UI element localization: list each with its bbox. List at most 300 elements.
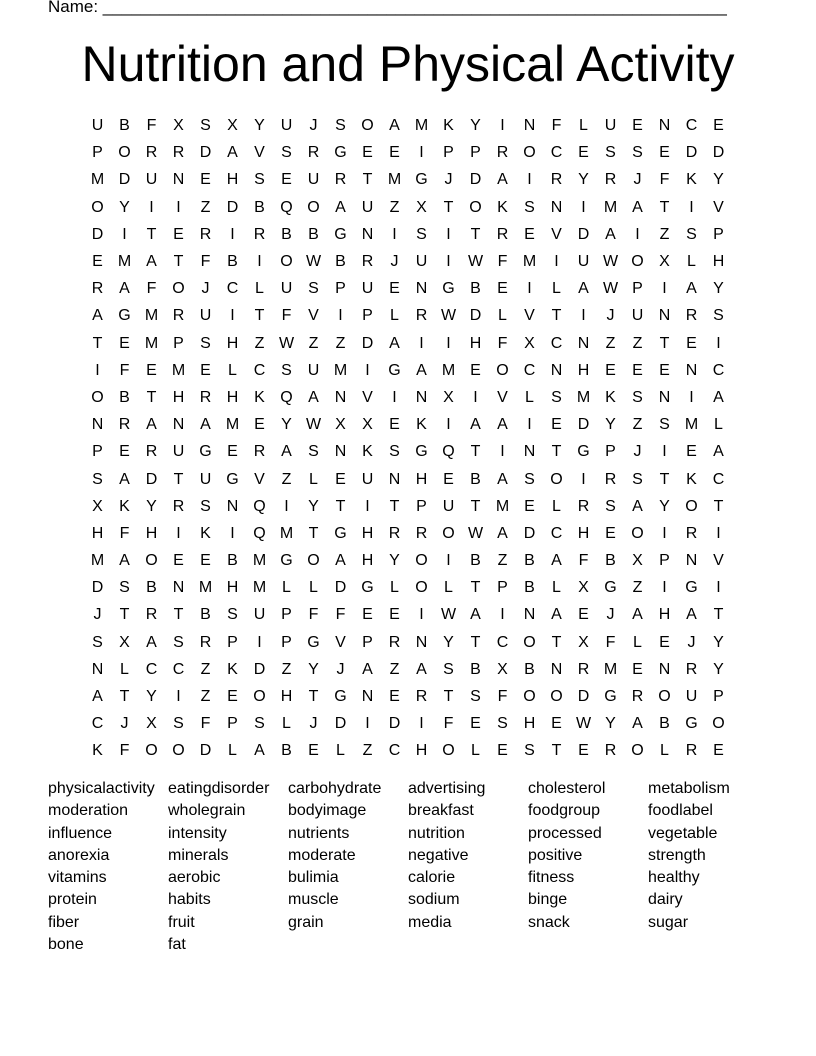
grid-letter: S	[443, 660, 454, 678]
grid-letter: L	[255, 280, 264, 298]
grid-letter: C	[253, 361, 266, 379]
grid-letter: Q	[253, 497, 266, 515]
grid-letter: Y	[713, 660, 724, 678]
grid-letter: A	[551, 552, 562, 570]
grid-letter: Y	[659, 497, 670, 515]
grid-letter: T	[119, 688, 130, 706]
grid-letter: D	[334, 579, 347, 597]
grid-letter: S	[686, 225, 697, 243]
grid-letter: D	[334, 715, 347, 733]
word-item: influence	[48, 824, 113, 842]
grid-letter: S	[524, 198, 535, 216]
grid-letter: B	[524, 660, 535, 678]
grid-letter: X	[578, 579, 589, 597]
word-item: negative	[408, 846, 469, 864]
grid-letter: D	[685, 144, 698, 162]
grid-letter: Z	[632, 416, 643, 434]
grid-letter: L	[498, 307, 507, 325]
grid-row	[84, 683, 732, 710]
grid-row	[84, 574, 732, 601]
grid-letter: J	[309, 117, 318, 135]
grid-letter: L	[309, 470, 318, 488]
grid-row	[84, 493, 732, 520]
grid-letter: A	[416, 361, 427, 379]
grid-letter: P	[416, 497, 427, 515]
grid-letter: P	[659, 552, 670, 570]
grid-letter: H	[469, 334, 482, 352]
grid-letter: Q	[280, 388, 293, 406]
grid-letter: S	[632, 388, 643, 406]
grid-letter: Z	[497, 552, 508, 570]
grid-letter: V	[335, 633, 346, 651]
grid-letter: A	[281, 443, 292, 461]
word-item: sodium	[408, 891, 460, 909]
grid-letter: B	[605, 552, 616, 570]
grid-letter: F	[119, 742, 130, 760]
grid-letter: S	[308, 280, 319, 298]
word-item: media	[408, 913, 452, 931]
grid-letter: Y	[146, 497, 157, 515]
grid-letter: Z	[335, 334, 346, 352]
grid-letter: S	[659, 416, 670, 434]
grid-letter: E	[362, 144, 373, 162]
word-item: bodyimage	[288, 802, 367, 820]
grid-letter: D	[577, 688, 590, 706]
grid-letter: A	[389, 117, 400, 135]
grid-letter: I	[500, 443, 505, 461]
grid-letter: C	[550, 144, 563, 162]
grid-letter: X	[173, 117, 184, 135]
grid-letter: T	[470, 497, 481, 515]
grid-letter: A	[119, 552, 130, 570]
grid-letter: M	[441, 361, 456, 379]
grid-letter: E	[632, 117, 643, 135]
word-item: calorie	[408, 869, 456, 887]
grid-letter: O	[712, 715, 725, 733]
grid-letter: R	[172, 307, 185, 325]
grid-letter: Y	[119, 198, 130, 216]
grid-letter: T	[146, 388, 157, 406]
grid-letter: E	[92, 253, 103, 271]
grid-letter: E	[578, 742, 589, 760]
grid-letter: G	[334, 225, 347, 243]
grid-letter: I	[284, 497, 289, 515]
word-item: habits	[168, 891, 211, 909]
grid-letter: N	[685, 361, 698, 379]
grid-letter: R	[199, 633, 212, 651]
grid-letter: L	[390, 579, 399, 597]
grid-letter: M	[198, 579, 213, 597]
word-item: vegetable	[648, 824, 718, 842]
grid-letter: Q	[280, 198, 293, 216]
grid-letter: E	[713, 742, 724, 760]
grid-letter: Y	[605, 715, 616, 733]
grid-letter: N	[334, 443, 347, 461]
grid-letter: Y	[713, 171, 724, 189]
grid-letter: E	[578, 606, 589, 624]
grid-letter: I	[554, 253, 559, 271]
grid-letter: I	[338, 307, 343, 325]
grid-letter: O	[550, 470, 563, 488]
grid-letter: Q	[253, 524, 266, 542]
grid-letter: A	[308, 388, 319, 406]
grid-letter: T	[173, 253, 184, 271]
grid-letter: G	[685, 579, 698, 597]
grid-letter: A	[470, 416, 481, 434]
grid-row	[84, 465, 732, 492]
grid-row	[84, 710, 732, 737]
grid-letter: M	[252, 552, 267, 570]
grid-letter: H	[145, 524, 158, 542]
grid-row	[84, 629, 732, 656]
grid-letter: G	[307, 633, 320, 651]
grid-letter: Y	[389, 552, 400, 570]
grid-letter: N	[334, 388, 347, 406]
grid-letter: S	[524, 470, 535, 488]
grid-letter: A	[605, 225, 616, 243]
grid-letter: V	[254, 144, 265, 162]
word-item: nutrients	[288, 824, 350, 842]
grid-letter: O	[172, 280, 185, 298]
grid-letter: S	[200, 117, 211, 135]
grid-letter: I	[446, 334, 451, 352]
grid-row	[84, 275, 732, 302]
grid-letter: X	[632, 552, 643, 570]
grid-letter: L	[471, 742, 480, 760]
word-item: muscle	[288, 891, 339, 909]
grid-letter: P	[362, 307, 373, 325]
grid-letter: B	[119, 388, 130, 406]
grid-letter: M	[387, 171, 402, 189]
grid-letter: I	[581, 307, 586, 325]
grid-letter: N	[658, 307, 671, 325]
grid-letter: E	[686, 443, 697, 461]
grid-letter: O	[415, 552, 428, 570]
grid-letter: E	[524, 225, 535, 243]
grid-letter: N	[361, 688, 374, 706]
grid-letter: O	[469, 198, 482, 216]
grid-letter: E	[119, 443, 130, 461]
grid-letter: J	[606, 606, 615, 624]
word-column	[648, 778, 768, 956]
grid-letter: B	[524, 579, 535, 597]
grid-letter: D	[712, 144, 725, 162]
grid-letter: S	[524, 742, 535, 760]
grid-letter: E	[659, 144, 670, 162]
word-column	[288, 778, 408, 956]
grid-letter: N	[415, 388, 428, 406]
grid-letter: I	[149, 198, 154, 216]
grid-letter: K	[92, 742, 103, 760]
grid-letter: P	[281, 633, 292, 651]
grid-letter: I	[446, 416, 451, 434]
grid-letter: U	[361, 198, 374, 216]
grid-letter: N	[523, 443, 536, 461]
grid-letter: E	[686, 334, 697, 352]
grid-letter: Q	[442, 443, 455, 461]
grid-letter: U	[280, 117, 293, 135]
grid-letter: U	[253, 606, 266, 624]
grid-row	[84, 357, 732, 384]
grid-letter: I	[662, 443, 667, 461]
grid-letter: Y	[578, 171, 589, 189]
grid-letter: E	[200, 361, 211, 379]
grid-row	[84, 384, 732, 411]
word-item: bone	[48, 936, 84, 954]
word-item: anorexia	[48, 846, 110, 864]
grid-letter: R	[118, 416, 131, 434]
grid-letter: O	[280, 253, 293, 271]
grid-letter: F	[659, 171, 670, 189]
grid-letter: B	[659, 715, 670, 733]
grid-letter: G	[334, 144, 347, 162]
grid-letter: S	[632, 144, 643, 162]
word-item: aerobic	[168, 869, 221, 887]
grid-letter: T	[551, 633, 562, 651]
grid-letter: S	[605, 144, 616, 162]
grid-letter: E	[497, 742, 508, 760]
grid-letter: A	[200, 416, 211, 434]
grid-letter: W	[602, 280, 619, 298]
grid-letter: T	[443, 688, 454, 706]
grid-letter: A	[146, 633, 157, 651]
grid-letter: N	[658, 388, 671, 406]
grid-letter: Z	[308, 334, 319, 352]
grid-letter: S	[281, 144, 292, 162]
grid-letter: L	[282, 715, 291, 733]
grid-letter: E	[173, 552, 184, 570]
grid-letter: Y	[281, 416, 292, 434]
grid-letter: E	[632, 660, 643, 678]
word-item: fitness	[528, 869, 575, 887]
grid-letter: Y	[443, 633, 454, 651]
grid-letter: R	[415, 688, 428, 706]
grid-letter: S	[335, 117, 346, 135]
grid-letter: R	[631, 688, 644, 706]
grid-letter: R	[496, 144, 509, 162]
grid-letter: I	[581, 198, 586, 216]
grid-letter: V	[254, 470, 265, 488]
grid-letter: X	[119, 633, 130, 651]
word-item: eatingdisorder	[168, 780, 270, 797]
grid-letter: S	[605, 497, 616, 515]
grid-letter: T	[713, 606, 724, 624]
grid-letter: N	[226, 497, 239, 515]
grid-letter: U	[361, 280, 374, 298]
grid-letter: N	[361, 225, 374, 243]
grid-letter: P	[713, 225, 724, 243]
grid-letter: E	[470, 715, 481, 733]
grid-letter: R	[307, 144, 320, 162]
word-item: advertising	[408, 780, 486, 797]
grid-letter: T	[713, 497, 724, 515]
grid-letter: T	[119, 606, 130, 624]
grid-row	[84, 438, 732, 465]
grid-letter: L	[336, 742, 345, 760]
grid-letter: H	[226, 334, 239, 352]
grid-letter: M	[522, 253, 537, 271]
grid-letter: X	[416, 198, 427, 216]
grid-letter: O	[442, 742, 455, 760]
grid-letter: I	[662, 280, 667, 298]
grid-letter: E	[146, 361, 157, 379]
grid-letter: Z	[632, 579, 643, 597]
grid-row	[84, 139, 732, 166]
grid-letter: J	[201, 280, 210, 298]
grid-letter: C	[712, 361, 725, 379]
grid-letter: V	[497, 388, 508, 406]
grid-letter: E	[551, 416, 562, 434]
grid-letter: G	[604, 579, 617, 597]
grid-letter: R	[604, 171, 617, 189]
grid-letter: O	[145, 552, 158, 570]
grid-letter: P	[470, 144, 481, 162]
grid-letter: A	[146, 416, 157, 434]
grid-row	[84, 194, 732, 221]
grid-letter: R	[550, 171, 563, 189]
grid-letter: V	[308, 307, 319, 325]
grid-letter: R	[145, 606, 158, 624]
grid-letter: T	[173, 606, 184, 624]
grid-letter: M	[684, 416, 699, 434]
grid-letter: H	[577, 524, 590, 542]
word-item: positive	[528, 846, 583, 864]
grid-letter: U	[631, 307, 644, 325]
grid-letter: N	[523, 117, 536, 135]
grid-letter: E	[119, 334, 130, 352]
grid-letter: B	[227, 253, 238, 271]
grid-letter: E	[200, 552, 211, 570]
grid-letter: A	[92, 688, 103, 706]
grid-letter: E	[281, 171, 292, 189]
grid-letter: T	[470, 579, 481, 597]
grid-letter: K	[443, 117, 454, 135]
grid-letter: W	[575, 715, 592, 733]
grid-letter: R	[415, 307, 428, 325]
word-item: foodgroup	[528, 802, 601, 820]
grid-letter: S	[227, 606, 238, 624]
grid-letter: B	[200, 606, 211, 624]
grid-letter: R	[415, 524, 428, 542]
grid-letter: R	[253, 443, 266, 461]
grid-letter: P	[497, 579, 508, 597]
grid-letter: R	[172, 144, 185, 162]
grid-letter: A	[632, 606, 643, 624]
grid-letter: F	[200, 715, 211, 733]
grid-letter: L	[228, 361, 237, 379]
grid-letter: B	[470, 552, 481, 570]
grid-letter: Z	[389, 660, 400, 678]
grid-letter: G	[604, 688, 617, 706]
grid-letter: O	[361, 117, 374, 135]
grid-letter: J	[390, 253, 399, 271]
grid-letter: A	[497, 524, 508, 542]
grid-letter: I	[392, 388, 397, 406]
word-item: fat	[168, 936, 186, 954]
grid-letter: L	[120, 660, 129, 678]
grid-letter: O	[118, 144, 131, 162]
grid-letter: I	[95, 361, 100, 379]
grid-letter: Z	[281, 470, 292, 488]
grid-letter: S	[254, 715, 265, 733]
grid-letter: T	[389, 497, 400, 515]
grid-letter: O	[91, 388, 104, 406]
grid-letter: A	[146, 253, 157, 271]
grid-letter: N	[91, 660, 104, 678]
grid-letter: A	[362, 660, 373, 678]
grid-letter: A	[551, 606, 562, 624]
grid-letter: U	[91, 117, 104, 135]
grid-letter: E	[713, 117, 724, 135]
grid-letter: T	[470, 633, 481, 651]
grid-letter: O	[145, 742, 158, 760]
letter-grid	[84, 112, 732, 765]
grid-letter: T	[92, 334, 103, 352]
grid-letter: B	[470, 660, 481, 678]
grid-letter: G	[280, 552, 293, 570]
word-item: processed	[528, 824, 602, 842]
grid-letter: A	[92, 307, 103, 325]
grid-letter: E	[227, 443, 238, 461]
grid-letter: M	[603, 660, 618, 678]
grid-letter: N	[658, 117, 671, 135]
grid-letter: M	[90, 552, 105, 570]
grid-letter: T	[659, 198, 670, 216]
grid-letter: T	[308, 524, 319, 542]
grid-letter: I	[527, 171, 532, 189]
grid-letter: D	[388, 715, 401, 733]
grid-row	[84, 248, 732, 275]
grid-letter: L	[714, 416, 723, 434]
grid-letter: D	[577, 225, 590, 243]
grid-letter: D	[91, 579, 104, 597]
grid-letter: W	[467, 524, 484, 542]
grid-letter: R	[145, 443, 158, 461]
grid-letter: H	[280, 688, 293, 706]
grid-letter: R	[388, 633, 401, 651]
grid-letter: J	[336, 660, 345, 678]
grid-letter: U	[415, 253, 428, 271]
grid-letter: I	[446, 552, 451, 570]
grid-letter: B	[335, 253, 346, 271]
grid-letter: N	[172, 416, 185, 434]
grid-letter: I	[122, 225, 127, 243]
grid-letter: M	[495, 497, 510, 515]
grid-row	[84, 330, 732, 357]
grid-letter: I	[446, 253, 451, 271]
grid-letter: H	[226, 579, 239, 597]
grid-letter: Z	[605, 334, 616, 352]
grid-letter: S	[119, 579, 130, 597]
grid-letter: A	[632, 715, 643, 733]
grid-letter: B	[227, 552, 238, 570]
grid-letter: G	[334, 524, 347, 542]
grid-letter: K	[200, 524, 211, 542]
grid-letter: B	[470, 280, 481, 298]
grid-letter: D	[469, 171, 482, 189]
grid-letter: H	[226, 388, 239, 406]
name-field: Name: __________________________________________________________________	[48, 0, 727, 16]
grid-letter: S	[281, 361, 292, 379]
grid-letter: A	[713, 443, 724, 461]
grid-letter: D	[469, 307, 482, 325]
grid-letter: Y	[146, 688, 157, 706]
grid-letter: O	[91, 198, 104, 216]
grid-letter: W	[440, 307, 457, 325]
grid-letter: U	[577, 253, 590, 271]
grid-letter: I	[500, 117, 505, 135]
grid-letter: A	[335, 552, 346, 570]
